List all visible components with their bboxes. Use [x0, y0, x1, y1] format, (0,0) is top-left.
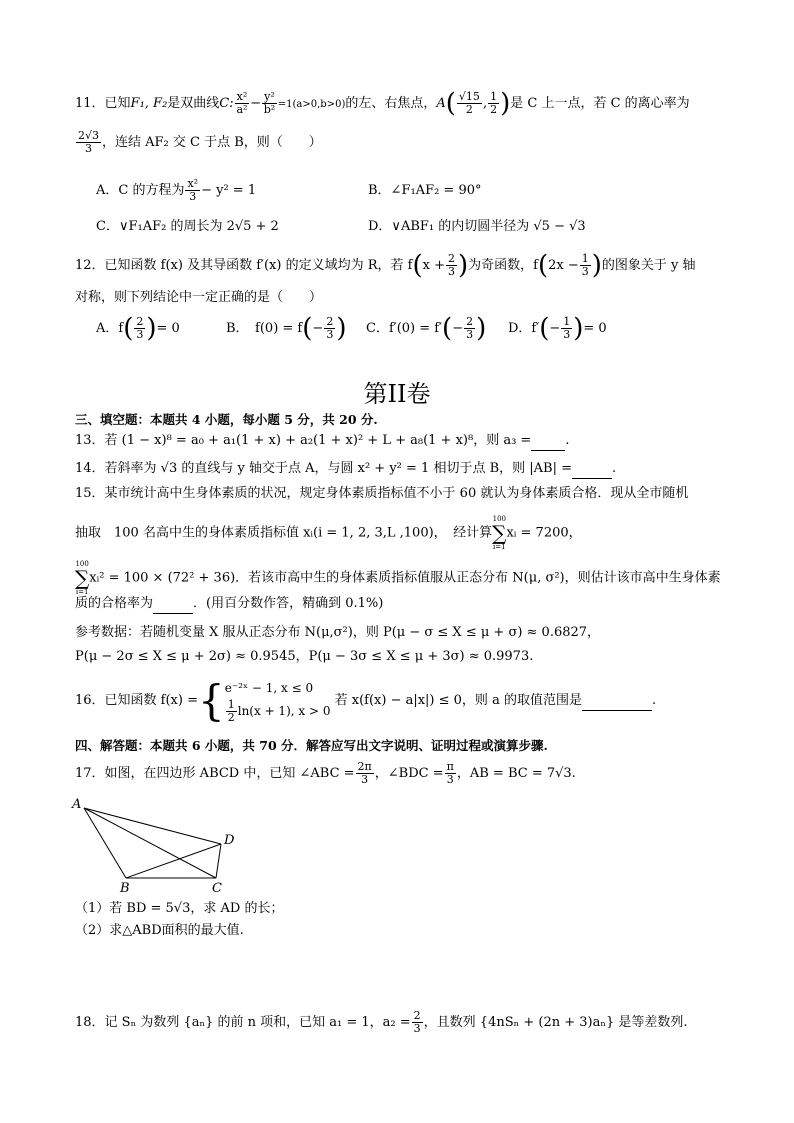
q17-text: 17．如图，在四边形 ABCD 中，已知 ∠ABC =	[75, 766, 355, 781]
q16-answer-blank[interactable]	[582, 692, 652, 711]
q11-text: ，连结 AF₂ 交 C 于点 B，则（ ）	[102, 135, 322, 150]
q16-text: 若 x(f(x) − a|x|) ≤ 0，则 a 的取值范围是	[334, 693, 582, 708]
q15-ref1: 参考数据：若随机变量 X 服从正态分布 N(μ,σ²)，则 P(μ − σ ≤ X ≤ μ + σ) ≈ 0.6827，	[75, 625, 601, 640]
q11-text: 是双曲线	[167, 96, 220, 111]
q15-answer-blank[interactable]	[153, 595, 193, 614]
q16: 16．已知函数 f(x) ={ e⁻²ˣ − 1, x ≤ 0 $\frac{1}{2}$ ln(x + 1), x > 0 若 x(f(x) − a|x|) ≤ 0，则 a 的取值范围是 .	[75, 675, 657, 725]
edge-ab	[84, 808, 126, 878]
section-title: 第II卷	[363, 380, 431, 408]
q18-frac: $\frac{2}{3}$	[413, 1009, 421, 1035]
q16-cases: e⁻²ˣ − 1, x ≤ 0 $\frac{1}{2}$ ln(x + 1), x > 0	[224, 681, 331, 724]
q13-text: 13．若 (1 − x)⁸ = a₀ + a₁(1 + x) + a₂(1 + x)² + L + a₈(1 + x)⁸，则 a₃ =	[75, 433, 532, 448]
q11-minus: −	[250, 96, 262, 111]
q12-text: 对称，则下列结论中一定正确的是（ ）	[75, 290, 323, 305]
q11-line2	[75, 130, 322, 155]
q15-ref2: P(μ − 2σ ≤ X ≤ μ + 2σ) ≈ 0.9545，P(μ − 3σ ≤ X ≤ μ + 3σ) ≈ 0.9973.	[75, 649, 534, 664]
edge-ad	[84, 808, 221, 844]
q13-end: .	[565, 433, 570, 448]
q18	[75, 1010, 688, 1035]
q15-line1: 15．某市统计高中生身体素质的状况，规定身体素质指标值不小于 60 就认为身体素质合格．现从全市随机	[75, 486, 689, 501]
q11-text: 11．已知	[75, 96, 131, 111]
q15-sum: 100 ∑ i=1	[492, 515, 507, 551]
q14-end: .	[611, 461, 617, 476]
q12-line1: 12．已知函数 f(x) 及其导函数 f′(x) 的定义域均为 R，若 f(x + $\frac{2}{3}$ )为奇函数，f(2x − $\frac{1}{3}$ )的图象关于 y 轴	[75, 250, 696, 281]
q13-answer-blank[interactable]	[531, 432, 565, 451]
q11-foci: F₁, F₂	[130, 96, 168, 111]
answer-header: 四、解答题：本题共 6 小题，共 70 分．解答应写出文字说明、证明过程或演算步骤.	[75, 738, 548, 753]
q11-line1: 11．已知F₁, F₂是双曲线C: $\frac{\text{x²}}{\text{a²}}$ − $\frac{\text{y²}}{\text{b²}}$ =1(a>0,b>0)的左、右焦点，A( $\frac{√15}{2}$ , $\frac{1}{2}$ )是 C 上一点，若 C 的离心率为	[75, 88, 690, 119]
q11-option-c[interactable]: C．∨F₁AF₂ 的周长为 2√5 + 2	[96, 219, 279, 234]
q18-text: 18．记 Sₙ 为数列 {aₙ} 的前 n 项和，已知 a₁ = 1，a₂ =	[75, 1015, 411, 1030]
q11-text: 是 C 上一点，若 C 的离心率为	[510, 96, 690, 111]
q12-frac: $\frac{2}{3}$	[447, 252, 455, 278]
q14	[75, 460, 616, 479]
q17-text: ，AB = BC = 7√3.	[456, 766, 576, 781]
q11-curve: C:	[219, 96, 234, 111]
edge-cd	[216, 844, 221, 878]
q11-options-cd	[96, 218, 586, 236]
q11-cond: =1(a>0,b>0)	[277, 99, 346, 110]
q12-text: 的图象关于 y 轴	[601, 258, 696, 273]
q17-line1	[75, 761, 576, 786]
q11-frac: $\frac{1}{2}$	[490, 90, 498, 116]
q12-options	[96, 313, 607, 344]
q17-figure	[70, 794, 250, 896]
q16-text: 16．已知函数 f(x) =	[75, 693, 198, 708]
q12-line2	[75, 289, 322, 307]
q11-comma: ,	[482, 96, 488, 111]
q12-text: 12．已知函数 f(x) 及其导函数 f′(x) 的定义域均为 R，若 f	[75, 258, 413, 273]
q15-text: 抽取 100 名高中生的身体素质指标值 xᵢ(i = 1, 2, 3,L ,100)， 经计算	[75, 525, 493, 541]
q12-arg: x +	[422, 258, 445, 273]
q11-frac: $\frac{√15}{2}$	[458, 90, 480, 116]
q17-frac: $\frac{2\pi}{3}$	[357, 760, 372, 786]
q12-option-c[interactable]: C．f′(0) = f′(− $\frac{2}{3}$ )	[366, 313, 487, 344]
q14-answer-blank[interactable]	[572, 460, 612, 479]
q12-option-d[interactable]: D．f′(− $\frac{1}{3}$ )= 0	[508, 313, 607, 344]
q15-text: ．(用百分数作答，精确到 0.1%)	[193, 596, 384, 611]
q11-frac: $\frac{\text{y²}}{\text{b²}}$	[263, 90, 276, 116]
edge-ac	[84, 808, 216, 878]
q15-line3	[75, 560, 721, 596]
fill-header: 三、填空题：本题共 4 小题，每小题 5 分，共 20 分.	[75, 412, 378, 427]
vertex-label-a: A	[72, 797, 82, 812]
q11-text: 的左、右焦点，	[345, 96, 437, 111]
q12-arg: 2x −	[548, 258, 579, 273]
vertex-label-c: C	[212, 881, 222, 896]
q12-frac: $\frac{1}{3}$	[581, 252, 589, 278]
q13	[75, 432, 569, 451]
q11-option-a[interactable]: A．C 的方程为 $\frac{\text{x²}}{3}$ − y² = 1	[96, 177, 257, 203]
q15-line2	[75, 515, 582, 551]
q11-options-ab	[96, 178, 482, 203]
vertex-label-b: B	[120, 881, 130, 896]
q15-line4	[75, 595, 383, 614]
q12-text: 为奇函数，f	[468, 258, 538, 273]
q11-frac: $\frac{\text{x²}}{\text{a²}}$	[236, 90, 248, 116]
q15-text: xᵢ = 7200，	[506, 525, 582, 541]
q12-option-a[interactable]: A．f( $\frac{2}{3}$ )= 0	[96, 313, 180, 344]
q17-part2: （2）求△ABD面积的最大值.	[75, 923, 244, 938]
q18-text: ，且数列 {4nSₙ + (2n + 3)aₙ} 是等差数列.	[423, 1015, 688, 1030]
q16-end: .	[651, 693, 657, 708]
q11-option-d[interactable]: D．∨ABF₁ 的内切圆半径为 √5 − √3	[368, 219, 586, 234]
vertex-label-d: D	[224, 833, 235, 848]
q11-ecc: $\frac{2√3}{3}$	[78, 129, 100, 155]
q14-text: 14．若斜率为 √3 的直线与 y 轴交于点 A，与圆 x² + y² = 1 相切于点 B，则 |AB| =	[75, 461, 572, 476]
q15-sum: 100 ∑ i=1	[75, 560, 90, 596]
q11-point: A	[436, 96, 446, 111]
q17-text: ，∠BDC =	[374, 766, 444, 781]
q15-text: xᵢ² = 100 × (72² + 36)．若该市高中生的身体素质指标值服从正态分布 N(μ, σ²)，则估计该市高中生身体素	[89, 570, 721, 586]
q15-text: 质的合格率为	[75, 596, 154, 611]
q12-option-b[interactable]: B． f(0) = f(− $\frac{2}{3}$ )	[226, 313, 347, 344]
q17-part1: （1）若 BD = 5√3，求 AD 的长；	[75, 901, 284, 916]
q11-option-b[interactable]: B．∠F₁AF₂ = 90°	[368, 183, 482, 198]
q17-frac: $\frac{\pi}{3}$	[446, 760, 454, 786]
